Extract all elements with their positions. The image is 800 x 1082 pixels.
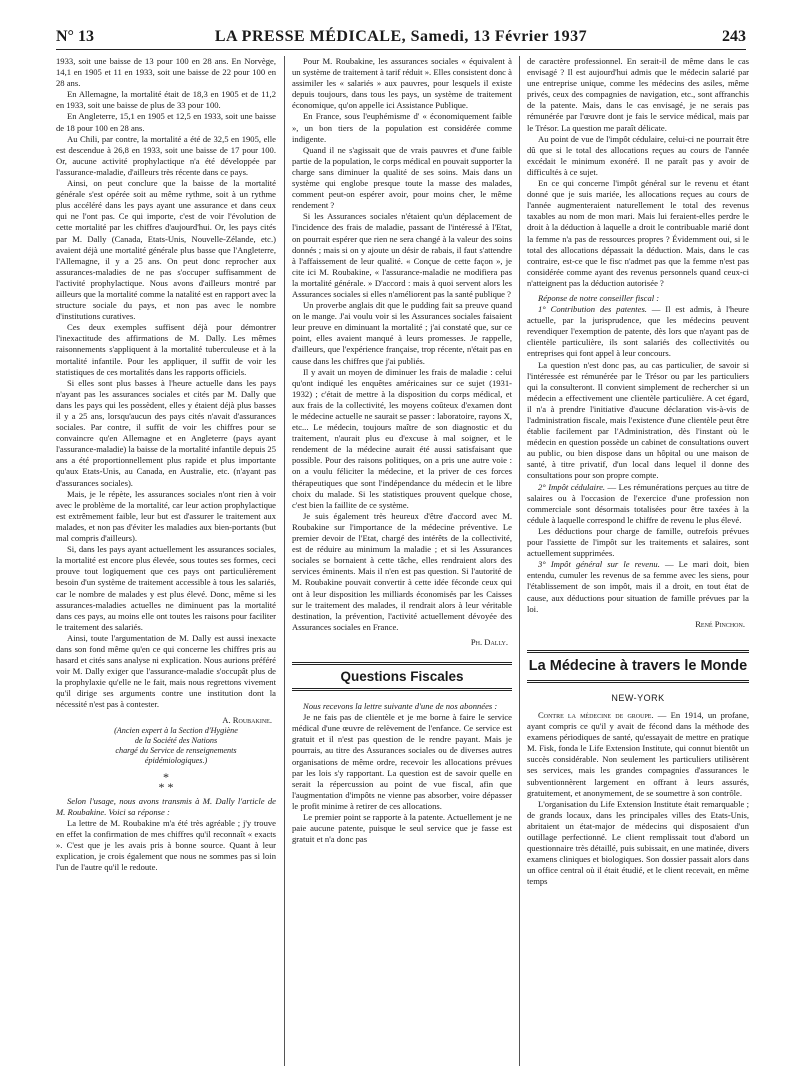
author-signature: René Pinchon. bbox=[695, 618, 745, 629]
paragraph: L'organisation du Life Extension Institute était remarquable ; de grands locaux, dans les principales villes des Etats-Unis, abritaient un état-major de médecins qui disposaient d'un outillage perfectionné. Le client remplissait tout d'abord un questionnaire très détaillé, puis subissait, en une matinée, divers examens cliniques et biologiques. Son dossier passait alors dans un office central où il était étudié, et le client recevait, en même temps bbox=[527, 798, 749, 887]
paragraph: Ainsi, toute l'argumentation de M. Dally est aussi inexacte dans son fond même qu'en ce qui concerne les chiffres pris au hasard et cités sans analyse ni explication. Nous aurions préféré voir M. Dally exiger que l'assurance-maladie s'occupât plus de la prophylaxie qu'elle ne le fait, mais nous regrettons vivement qu'il dirige ses arguments contre une institution dont la nécessité n'est pas à contester. bbox=[56, 632, 276, 710]
paragraph: de caractère professionnel. En serait-il de même dans le cas envisagé ? Il est aujourd'hui admis que le médecin salarié par une entreprise unique, comme les médecins des asiles, même privés, ceux des compagnies de navigation, etc., sont affranchis de la patente. Mais, dans le cas envisagé, je ne serais pas rémunérée par l'œuvre dont je fais le service médical, mais par le Trésor. La question me paraît délicate. bbox=[527, 56, 749, 133]
subheading: 1° Contribution des patentes. bbox=[538, 304, 647, 315]
author-signature: A. Roubakine. bbox=[222, 714, 272, 725]
section-separator: * * * bbox=[158, 769, 174, 794]
paragraph: La question n'est donc pas, au cas particulier, de savoir si l'intéressée est rémunérée par le Trésor ou par les particuliers qui la consulteront. Il convient simplement de rechercher si un médecin a effectivement une clientèle particulière. A cet égard, il n'a à prendre l'initiative d'aucune déclaration vis-à-vis de l'administration fiscale, mais l'existence d'une clientèle peut être établie facilement par l'Administration, dès l'instant où le médecin en question possède un cabinet de consultations ouvert au public, ou bien dispose dans un hôpital ou une maison de santé, à titre privatif, d'un local dans lequel il donne des consultations pour son propre compte. bbox=[527, 359, 749, 481]
paragraph: En Angleterre, 15,1 en 1905 et 12,5 en 1933, soit une baisse de 18 pour 100 en 28 ans. bbox=[56, 111, 276, 133]
author-affiliation: de la Société des Nations bbox=[134, 735, 218, 745]
paragraph: Je ne fais pas de clientèle et je me borne à faire le service médical d'une œuvre de relèvement de l'enfance. Ce service est gratuit et il n'est pas question de le rendre payant. Mais je pourrais, au titre des Assurances sociales ou de diverses autres organisations de même ordre, recevoir les allocations prévues par les lois s'y rapportant. La question est de savoir quelle en serait la répercussion au point de vue fiscal, afin que l'augmentation d'impôts ne vienne pas absorber, voire dépasser le profit minime à retirer de ces allocations. bbox=[292, 712, 512, 811]
page-header bbox=[56, 28, 746, 50]
paragraph: En France, sous l'euphémisme d' « économiquement faible », un bon tiers de la population est considérée comme indigente. bbox=[292, 111, 512, 144]
paragraph: Si les Assurances sociales n'étaient qu'un déplacement de l'incidence des frais de maladie, passant de l'intéressé à l'Etat, on pourrait espérer que rien ne sera changé à la valeur des soins donnés ; mais si on y ajoute un désir de rabais, il faut s'attendre à l'affaissement de leur qualité. « Conçue de cette façon », je cite ici M. Roubakine, « l'assurance-maladie ne modifiera pas la mortalité générale. » D'accord : mais à quoi servent alors les Assurances sociales si elles n'améliorent pas la santé publique ? bbox=[292, 211, 512, 299]
answer-patentes: 1° Contribution des patentes. — Il est admis, à l'heure actuelle, par la jurisprudence, que les médecins peuvent revendiquer l'exemption de patente, dès lors que n'ayant pas de clientèle particulière, ils sont salariés des collectivités ou entreprises qui font appel à leur concours. bbox=[527, 304, 749, 359]
paragraph: Les déductions pour charge de famille, outrefois prévues pour l'assiette de l'impôt sur les traitements et salaires, sont actuellement supprimées. bbox=[527, 525, 749, 559]
paragraph: Au Chili, par contre, la mortalité a été de 32,5 en 1905, elle est descendue à 26,8 en 1933, soit une baisse de 17 pour 100. Or, aucune activité prophylactique n'a été développée par l'assurance-maladie, d'ailleurs très récente dans ce pays. bbox=[56, 133, 276, 177]
paragraph: Si elles sont plus basses à l'heure actuelle dans les pays n'ayant pas les assurances sociales et cités par M. Dally que dans les pays qui les possèdent, elles y étaient déjà plus basses il y a 25 ans, lorsqu'aucun des pays cités n'avait d'assurances sociales. Par contre, il suffit de voir les chiffres pour se convaincre qu'en Allemagne et en Angleterre (pays ayant l'assurance-maladie) la baisse de la mortalité infantile depuis 25 ans a été proportionnellement plus rapide et plus importante qu'aux Etats-Unis, au Canada, en Australie, etc. (n'ayant pas d'assurances sociales). bbox=[56, 377, 276, 488]
column-divider bbox=[519, 56, 520, 1066]
paragraph: La lettre de M. Roubakine m'a été très agréable ; j'y trouve en effet la confirmation de mes chiffres qu'il reconnaît « exacts ». C'est que je les avais pris à bonne source. Quant à leur explication, je crois également que nous ne sommes pas si loin l'un de l'autre qu'il le redoute. bbox=[56, 817, 276, 873]
author-affiliation: chargé du Service de renseignements bbox=[115, 745, 237, 755]
paragraph: Pour M. Roubakine, les assurances sociales « équivalent à un système de traitement à tarif réduit ». Elles consistent donc à assimiler les « salariés » aux pauvres, pour lesquels il existe depuis toujours, dans tous les pays, un système de traitement économique, qu'on appelle ici Assistance Publique. bbox=[292, 56, 512, 111]
lead-in: Contre la médecine de groupe. bbox=[538, 709, 654, 720]
answer-revenu: 3° Impôt général sur le revenu. — Le mari doit, bien entendu, cumuler les revenus de sa femme avec les siens, pour l'établissement de son impôt, mais il a droit, en tout état de cause, aux déductions pour situation de famille prévues par la loi. bbox=[527, 559, 749, 614]
subheading: 3° Impôt général sur le revenu. bbox=[538, 559, 660, 570]
section-heading-medecine-monde: La Médecine à travers le Monde bbox=[527, 650, 749, 683]
author-signature: Ph. Dally. bbox=[470, 636, 508, 647]
paragraph: Je suis également très heureux d'être d'accord avec M. Roubakine sur l'importance de la médecine préventive. Le premier devoir de l'Etat, chargé des intérêts de la collectivité, est de réduire au minimum la maladie ; et si les Assurances sociales se bornaient à cette tâche, elles rendraient alors des services éminents. Mais il n'en est pas question. Si l'autorité de M. Roubakine pouvait convertir à cette idée féconde ceux qui ont à leur disposition les milliards économisés par les Caisses sur le traitement des malades, il rendrait alors à leur véritable destination, la prévention, l'activité actuellement dévoyée des Assurances sociales en France. bbox=[292, 510, 512, 632]
paragraph: Un proverbe anglais dit que le pudding fait sa preuve quand on le mange. J'ai voulu voir si les Assurances sociales faisaient leur preuve en diminuant la mortalité ; j'ai constaté que, sur ce point, elles avaient manqué à leurs promesses. Je rappelle, d'ailleurs, que l'expérience française, trop récente, n'était pas en cause dans les chiffres que j'ai publiés. bbox=[292, 300, 512, 366]
paragraph: Ainsi, on peut conclure que la baisse de la mortalité générale s'est opérée soit au même rythme, soit à un rythme plus accéléré dans les pays ayant une assurance et dans ceux qui ne l'ont pas. Ce qui importe, c'est de voir l'évolution de cette mortalité par les chiffres d'aujourd'hui. Or, les pays cités par M. Dally (Canada, Etats-Unis, Nouvelle-Zélande, etc.) avaient déjà une mortalité générale plus basse que l'Angleterre, l'Allemagne, il y a 25 ans. On peut donc reprocher aux assurances-maladies de ne pas s'occuper suffisamment de l'activité prophylactique. Nous avons d'ailleurs montré par ailleurs que la mortalité comme la natalité est en rapport avec la structure sociale du pays, et non pas avec le nombre d'institutions curatives. bbox=[56, 178, 276, 322]
issue-number: N° 13 bbox=[56, 28, 94, 45]
column-2 bbox=[292, 56, 512, 845]
column-divider bbox=[284, 56, 285, 1066]
paragraph: Quand il ne s'agissait que de vrais pauvres et d'une faible partie de la population, le corps médical en pouvait supporter la charge sans diminuer la qualité de ses soins. Mais dans un système qui englobe presque toute la masse des malades, comment peut-on espérer avoir, pour moins cher, le même rendement ? bbox=[292, 144, 512, 211]
paragraph: Il y avait un moyen de diminuer les frais de maladie : celui qu'ont indiqué les enquêtes américaines sur ce sujet (1931-1932) ; c'était de mettre à la disposition du corps médical, et aux frais de la collectivité, les moyens coûteux d'examen dont le médecine actuelle ne saurait se passer : laboratoire, rayons X, etc... Le médecin, toujours maître de son diagnostic et du traitement, n'aurait plus eu d'excuse à mal soigner, et le rendement de la médecine aurait été aussi satisfaisant que possible. Pour des raisons politiques, on a pris une autre voie : on a voulu féliciter la médecine, et la priver de ces forces thérapeutiques que sont l'indépendance du médecin et le libre choix du malade. Si les statistiques prouvent quelque chose, c'est bien la faillite de ce système. bbox=[292, 366, 513, 510]
journal-title: LA PRESSE MÉDICALE, Samedi, 13 Février 1937 bbox=[214, 28, 588, 45]
paragraph: Le premier point se rapporte à la patente. Actuellement je ne paie aucune patente, puisque le seul service que je fasse est gratuit et n'a donc pas bbox=[292, 812, 512, 845]
author-affiliation: (Ancien expert à la Section d'Hygiène bbox=[114, 725, 238, 735]
answer-cedulaire: 2° Impôt cédulaire. — Les rémunérations perçues au titre de salaires ou à l'occasion de l'exercice d'une profession non commerciale sont désormais totalisées pour être taxées à la cédule à laquelle correspond le chiffre de revenu le plus élevé. bbox=[527, 481, 749, 525]
section-heading-questions-fiscales: Questions Fiscales bbox=[292, 662, 512, 691]
subheading: 2° Impôt cédulaire. bbox=[538, 481, 606, 492]
paragraph: Ces deux exemples suffisent déjà pour démontrer l'inexactitude des affirmations de M. Dally. Les mêmes raisonnements s'appliquent à la mortalité tuberculeuse et à la mortalité infantile. Pour les appliquer, il suffit de voir les statistiques de ces mortalités dans les rapports officiels. bbox=[56, 322, 276, 377]
editor-note: Selon l'usage, nous avons transmis à M. Dally l'article de M. Roubakine. Voici sa réponse : bbox=[56, 795, 276, 817]
editor-note: Nous recevons la lettre suivante d'une de nos abonnées : bbox=[303, 701, 498, 712]
reply-heading: Réponse de notre conseiller fiscal : bbox=[538, 292, 660, 303]
paragraph: Si, dans les pays ayant actuellement les assurances sociales, la mortalité est encore plus élevée, sous toutes ses formes, ceci prouve tout logiquement que ces pays ont particulièrement besoin d'un système de traitement accessible à tous les salariés, car le nombre de malades y est plus élevé. Donc, même si les assurances-maladies actuelles ne diminuent pas la mortalité dans ces pays, au moins elle ont toutes les raisons pour faciliter le traitement des salariés. bbox=[56, 544, 276, 632]
column-3 bbox=[527, 56, 749, 887]
paragraph: Au point de vue de l'impôt cédulaire, celui-ci ne pourrait être dû que si le total des allocations reçues au cours de l'année excédait le minimum exonéré. Il ne paraît pas y avoir de difficultés à ce sujet. bbox=[527, 133, 749, 177]
author-affiliation: épidémiologiques.) bbox=[144, 755, 208, 765]
paragraph: En ce qui concerne l'impôt général sur le revenu et étant donné que je suis mariée, les allocations reçues au cours de l'année augmenteraient naturellement le total des revenus taxables au nom de mon mari. Mais lui feraient-elles perdre le droit à la déduction à laquelle a droit le contribuable marié dont la femme n'a pas de ressources propres ? Évidemment oui, si le total des allocations dépassait la déduction. Mais, dans le cas contraire, est-ce que le fisc n'admet pas que la femme n'est pas considérée comme ayant des revenus personnels quand ceux-ci n'atteignent pas la déduction autorisée ? bbox=[527, 178, 749, 288]
city-heading: NEW-YORK bbox=[611, 692, 665, 703]
paragraph: En Allemagne, la mortalité était de 18,3 en 1905 et de 11,2 en 1933, soit une baisse de plus de 33 pour 100. bbox=[56, 89, 276, 111]
paragraph: Contre la médecine de groupe. — En 1914, un profane, ayant compris ce qu'il y avait de fécond dans la méthode des examens périodiques de santé, qu'essayait de mettre en pratique M. Fisk, fonda le Life Extension Institute, qui connut bientôt un succès considérable. Non seulement les particuliers utilisèrent ses services, mais les grandes compagnies d'assurances le subventionnèrent largement en offrant à leurs assurés, gratuitement, et anonymement, de se soumettre à son contrôle. bbox=[527, 709, 749, 798]
page-number: 243 bbox=[722, 28, 746, 45]
paragraph: Mais, je le répète, les assurances sociales n'ont rien à voir avec le problème de la mortalité, car leur action prophylactique est extrêmement faible, leur but est d'assurer le traitement aux malades, et non pas d'éviter les maladies aux bien-portants (but mal compris d'ailleurs). bbox=[56, 488, 276, 544]
paragraph: 1933, soit une baisse de 13 pour 100 en 28 ans. En Norvège, 14,1 en 1905 et 11 en 1933, soit une baisse de 22 pour 100 en 28 ans. bbox=[56, 56, 276, 89]
column-1 bbox=[56, 56, 276, 873]
